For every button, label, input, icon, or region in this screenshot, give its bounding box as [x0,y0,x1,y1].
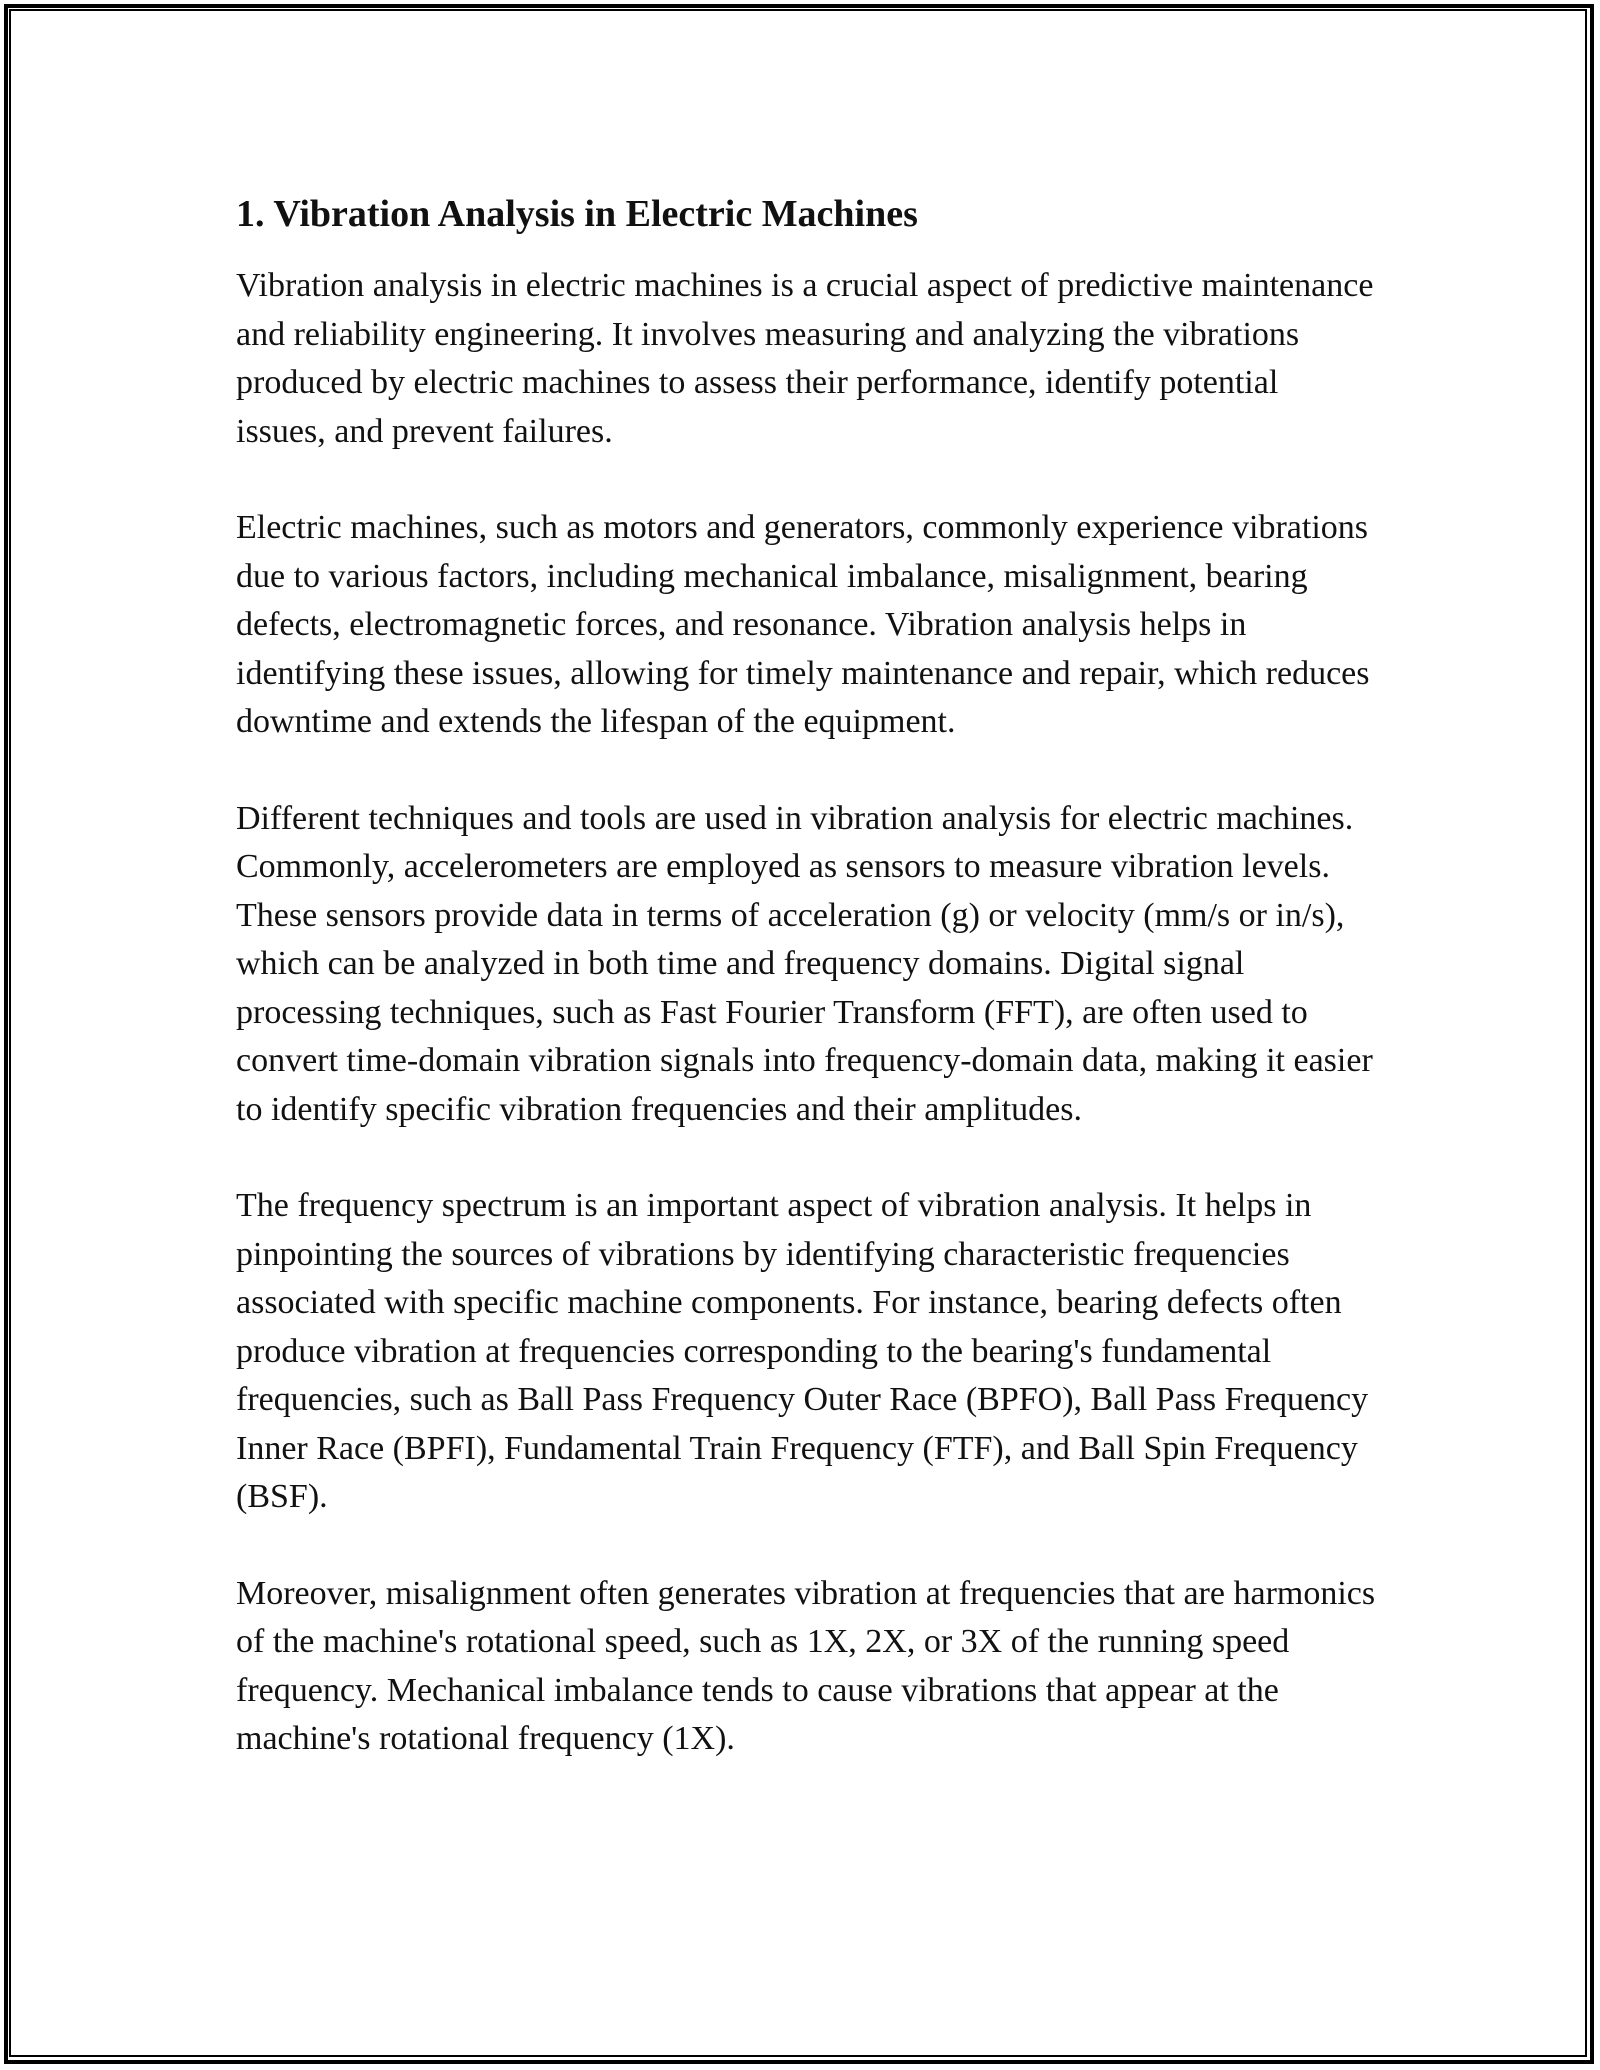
paragraph-causes: Electric machines, such as motors and generators, commonly experience vibrations due to various factors, including mechanical imbalance, misalignment, bearing defects, electromagnetic forces, and resonance. Vibration analysis helps in identifying these issues, allowing for timely maintenance and repair, which reduces downtime and extends the lifespan of the equipment. [236,509,1370,740]
section-title: 1. Vibration Analysis in Electric Machines [236,193,918,235]
paragraph-misalignment: Moreover, misalignment often generates vibration at frequencies that are harmonics of the machine's rotational speed, such as 1X, 2X, or 3X of the running speed frequency. Mechanical imbalance tends to cause vibrations that appear at the machine's rotational frequency (1X). [236,1574,1376,1757]
paragraph-frequency-spectrum: The frequency spectrum is an important aspect of vibration analysis. It helps in pinpointing the sources of vibrations by identifying characteristic frequencies associated with specific machine components. For instance, bearing defects often produce vibration at frequencies corresponding to the bearing's fundamental frequencies, such as Ball Pass Frequency Outer Race (BPFO), Ball Pass Frequency Inner Race (BPFI), Fundamental Train Frequency (FTF), and Ball Spin Frequency (BSF). [236,1187,1369,1515]
paragraph-techniques: Different techniques and tools are used in vibration analysis for electric machines. Commonly, accelerometers are employed as sensors to measure vibration levels. These sensors provide data in terms of acceleration (g) or velocity (mm/s or in/s), which can be analyzed in both time and frequency domains. Digital signal processing techniques, such as Fast Fourier Transform (FFT), are often used to convert time-domain vibration signals into frequency-domain data, making it easier to identify specific vibration frequencies and their amplitudes. [236,799,1373,1128]
paragraph-intro: Vibration analysis in electric machines is a crucial aspect of predictive maintenance and reliability engineering. It involves measuring and analyzing the vibrations produced by electric machines to assess their performance, identify potential issues, and prevent failures. [236,267,1374,450]
document-body [236,188,1376,1812]
